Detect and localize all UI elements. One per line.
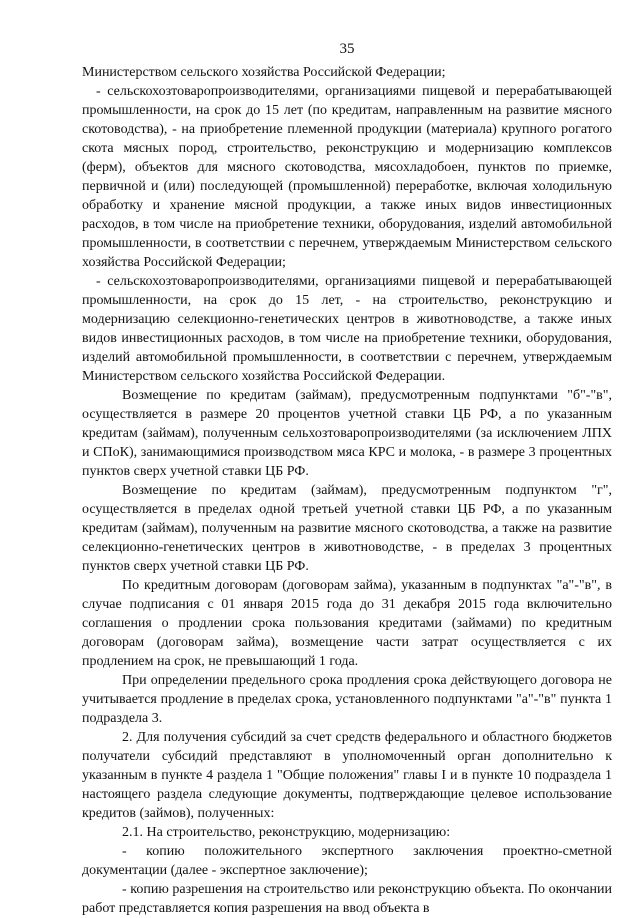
paragraph-loan-extension: По кредитным договорам (договорам займа), указанным в подпунктах "а"-"в", в случае подписания с 01 января 2015 года до 31 декабря 2015 года включительно соглашения о продлении срока пользования кредитами (займами) по кредитным договорам (договорам займа), возмещение части затрат осуществляется с их продлением на срок, не превышающий 1 года. — [82, 578, 612, 669]
list-item-breeding-centers-loans: - сельскохозтоваропроизводителями, организациями пищевой и перерабатывающей промышленности, на срок до 15 лет, - на строительство, реконструкцию и модернизацию селекционно-генетических центров в животноводстве, а также иных видов инвестиционных расходов, в том числе на приобретение техники, оборудования, изделий автомобильной промышленности, в соответствии с перечнем, утверждаемым Министерством сельского хозяйства Российской Федерации. — [82, 274, 612, 384]
list-item-meat-cattle-loans: - сельскохозтоваропроизводителями, организациями пищевой и перерабатывающей промышленности, на срок до 15 лет (по кредитам, направленным на развитие мясного скотоводства), - на приобретение племенной продукции (материала) крупного рогатого скота мясных пород, строительство, реконструкцию и модернизацию комплексов (ферм), объектов для мясного скотоводства, мясохладобоен, пунктов по приемке, первичной и (или) последующей (промышленной) переработке, включая холодильную обработку и хранение мясной продукции, а также иных видов инвестиционных расходов, в том числе на приобретение техники, оборудования, изделий автомобильной промышленности, в соответствии с перечнем, утверждаемым Министерством сельского хозяйства Российской Федерации; — [82, 84, 612, 270]
list-item-construction-permit: - копию разрешения на строительство или реконструкцию объекта. По окончании работ представляется копия разрешения на ввод объекта в — [82, 882, 612, 916]
paragraph-reimbursement-g: Возмещение по кредитам (займам), предусмотренным подпунктом "г", осуществляется в пределах одной третьей учетной ставки ЦБ РФ, а по указанным кредитам (займам), полученным на развитие мясного скотоводства, а также на развитие селекционно-генетических центров в животноводстве, - в пределах 3 процентных пунктов сверх учетной ставки ЦБ РФ. — [82, 483, 612, 574]
paragraph-continuation: Министерством сельского хозяйства Российской Федерации; — [82, 65, 446, 80]
paragraph-subsidy-documents: 2. Для получения субсидий за счет средств федерального и областного бюджетов получатели субсидий представляют в уполномоченный орган дополнительно к указанным в пункте 4 раздела 1 "Общие положения" главы I и в пункте 10 подраздела 1 настоящего раздела следующие документы, подтверждающие целевое использование кредитов (займов), полученных: — [82, 730, 612, 821]
page-number: 35 — [339, 41, 355, 57]
document-page — [82, 40, 612, 918]
paragraph-construction-heading: 2.1. На строительство, реконструкцию, модернизацию: — [122, 825, 451, 840]
list-item-expert-conclusion: - копию положительного экспертного заключения проектно-сметной документации (далее - экспертное заключение); — [82, 844, 612, 878]
paragraph-extension-limit: При определении предельного срока продления срока действующего договора не учитывается продление в пределах срока, установленного подпунктами "а"-"в" пункта 1 подраздела 3. — [82, 673, 612, 726]
paragraph-reimbursement-b-v: Возмещение по кредитам (займам), предусмотренным подпунктами "б"-"в", осуществляется в размере 20 процентов учетной ставки ЦБ РФ, а по указанным кредитам (займам), полученным сельхозтоваропроизводителями (за исключением ЛПХ и СПоК), занимающимися производством мяса КРС и молока, - в размере 3 процентных пунктов сверх учетной ставки ЦБ РФ. — [82, 388, 612, 479]
